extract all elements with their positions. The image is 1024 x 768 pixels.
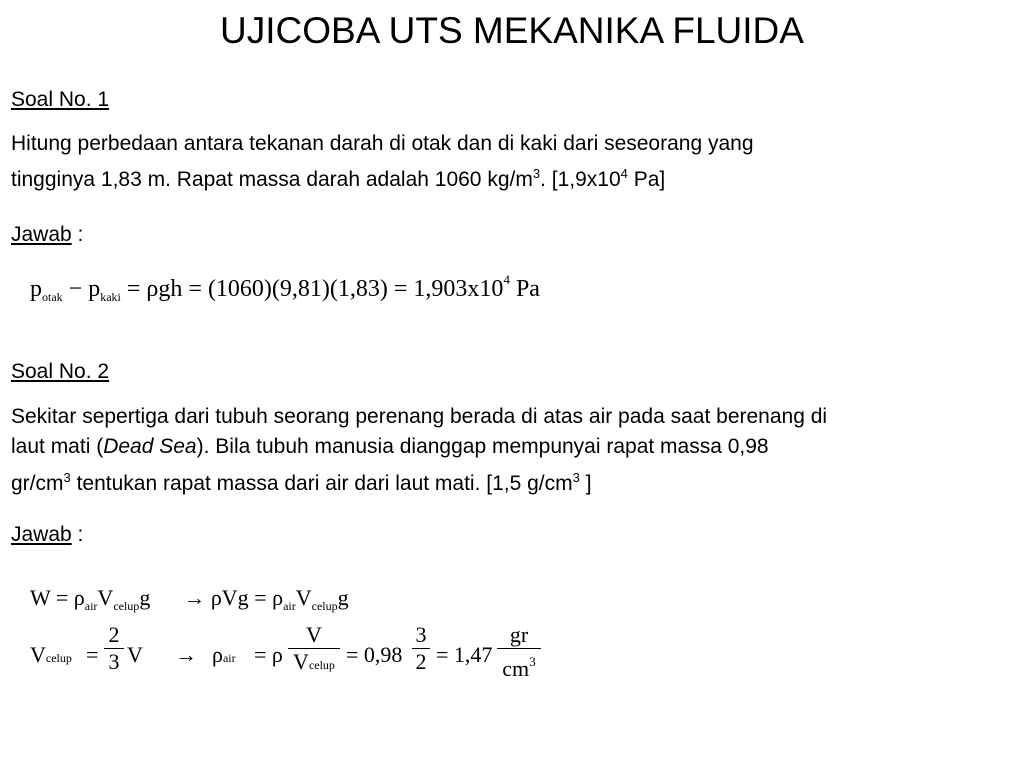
- q2-equation-2: Vcelup = $\frac{2}{3}$ V → ρair = ρ V Vcelup = 0,98 $\frac{3}{2}$ = 1,47 $\frac{gr}{cm^3}$: [0, 620, 1024, 700]
- q2-answer-label: Jawab :: [11, 523, 84, 546]
- q1-text-line2: tingginya 1,83 m. Rapat massa darah adalah 1060 $kg/m^3$. [$1,9x10^4$ Pa]: [11, 166, 666, 191]
- q1-equation: $p_{otak} - p_{kaki} = \rho gh = (1060)(9,81)(1,83) = 1,903x10^4$ Pa: [30, 272, 540, 304]
- q1-text-line1: Hitung perbedaan antara tekanan darah di otak dan di kaki dari seseorang yang: [11, 132, 754, 155]
- page-title: UJICOBA UTS MEKANIKA FLUIDA: [220, 10, 804, 51]
- q2-text-line1: Sekitar sepertiga dari tubuh seorang perenang berada di atas air pada saat berenang di: [11, 405, 828, 428]
- q1-answer-label: Jawab :: [11, 223, 84, 246]
- q2-text-line2: laut mati (Dead Sea). Bila tubuh manusia dianggap mempunyai rapat massa 0,98: [11, 435, 769, 458]
- q2-heading: Soal No. 2: [11, 360, 110, 383]
- q2-text-line3: $gr/cm^3$ tentukan rapat massa dari air dari laut mati. [1,5 $g/cm^3$ ]: [11, 470, 592, 495]
- q2-equation-1: $W = \rho_{air}V_{celup}g \to \rho Vg = \rho_{air}V_{celup}g$: [30, 585, 349, 613]
- q1-heading: Soal No. 1: [11, 88, 110, 111]
